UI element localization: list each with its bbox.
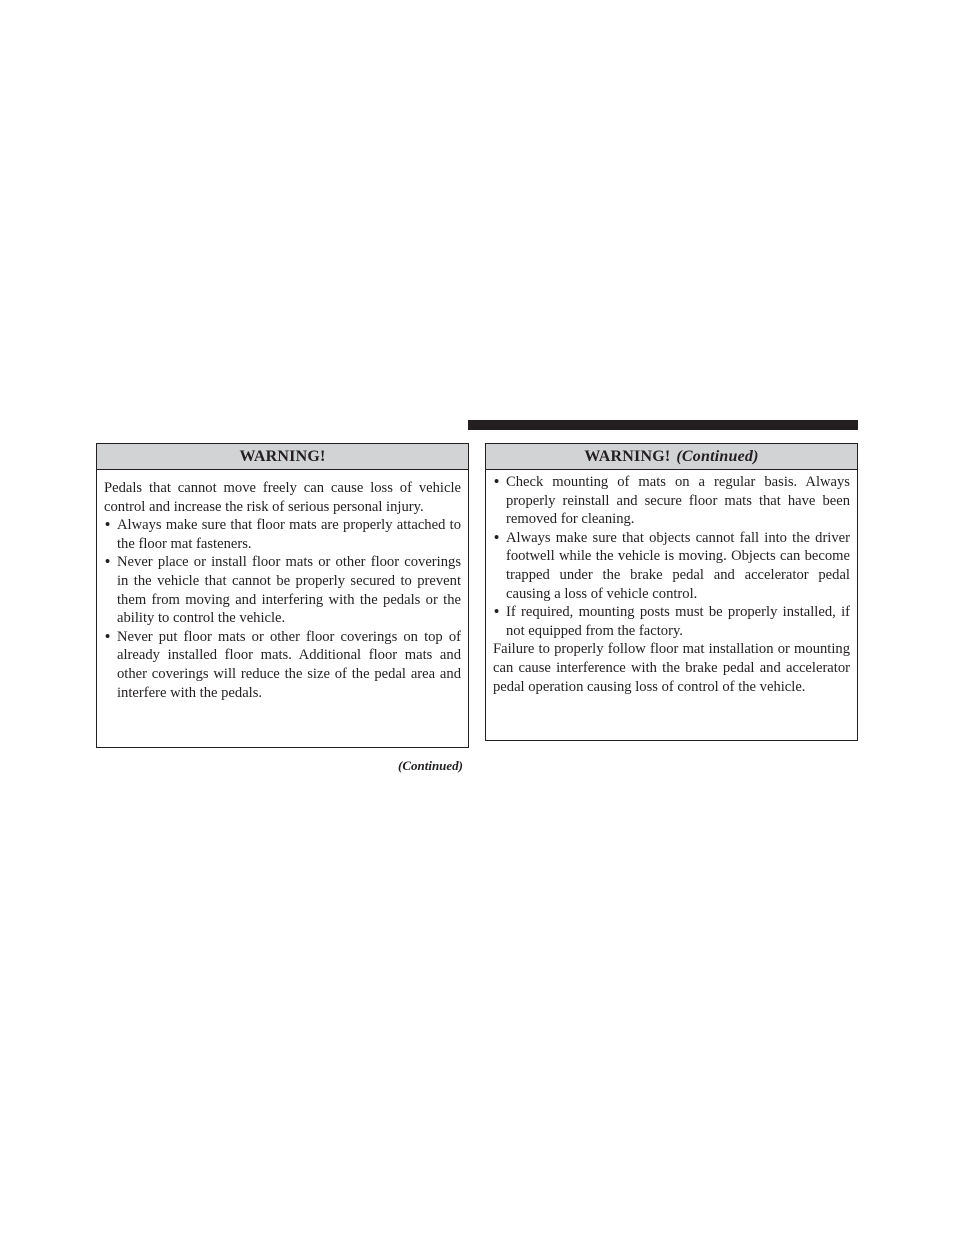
- warning-closing: Failure to properly follow floor mat installation or mounting can cause interference with the brake pedal and accelerator pedal operation causing loss of control of the vehicle.: [493, 641, 850, 695]
- warning-box: [96, 443, 469, 748]
- bullet-icon: •: [105, 628, 111, 645]
- warning-intro: Pedals that cannot move freely can cause loss of vehicle control and increase the risk of serious personal injury.: [104, 480, 461, 515]
- bullet-text: If required, mounting posts must be properly installed, if not equipped from the factory.: [506, 604, 850, 639]
- warning-bullet: [104, 516, 461, 553]
- warning-bullet: [104, 553, 461, 627]
- warning-bullet-list: [493, 473, 850, 640]
- warning-bullet-list: [104, 516, 461, 702]
- warning-title-suffix: (Continued): [676, 448, 759, 465]
- bullet-icon: •: [494, 604, 500, 621]
- bullet-icon: •: [105, 554, 111, 571]
- bullet-text: Always make sure that objects cannot fall into the driver footwell while the vehicle is moving. Objects can become trapped under the brake pedal and accelerator pedal causing a loss of vehicle control.: [506, 529, 850, 602]
- warning-bullet: [493, 603, 850, 640]
- bullet-icon: •: [105, 517, 111, 534]
- warning-body: [486, 470, 857, 696]
- bullet-icon: •: [494, 474, 500, 490]
- bullet-text: Check mounting of mats on a regular basis. Always properly reinstall and secure floor mats that have been removed for cleaning.: [506, 474, 850, 528]
- warning-title-text: WARNING!: [584, 448, 671, 465]
- bullet-text: Never put floor mats or other floor coverings on top of already installed floor mats. Additional floor mats and other coverings will reduce the size of the pedal area and interfere with the pedals.: [117, 628, 461, 701]
- bullet-icon: •: [494, 529, 500, 546]
- warning-title: [97, 444, 468, 470]
- section-header-rule: [468, 420, 858, 430]
- warning-bullet: [493, 473, 850, 529]
- bullet-text: Never place or install floor mats or other floor coverings in the vehicle that cannot be properly secured to prevent them from moving and interfering with the pedals or the ability to control the vehicle.: [117, 554, 461, 627]
- continued-note: (Continued): [397, 758, 463, 773]
- bullet-text: Always make sure that floor mats are properly attached to the floor mat fasteners.: [117, 517, 461, 552]
- warning-bullet: [493, 529, 850, 603]
- warning-bullet: [104, 628, 461, 702]
- warning-title: [486, 444, 857, 470]
- warning-body: [97, 470, 468, 702]
- warning-box-continued: [485, 443, 858, 741]
- warning-title-text: WARNING!: [239, 448, 326, 465]
